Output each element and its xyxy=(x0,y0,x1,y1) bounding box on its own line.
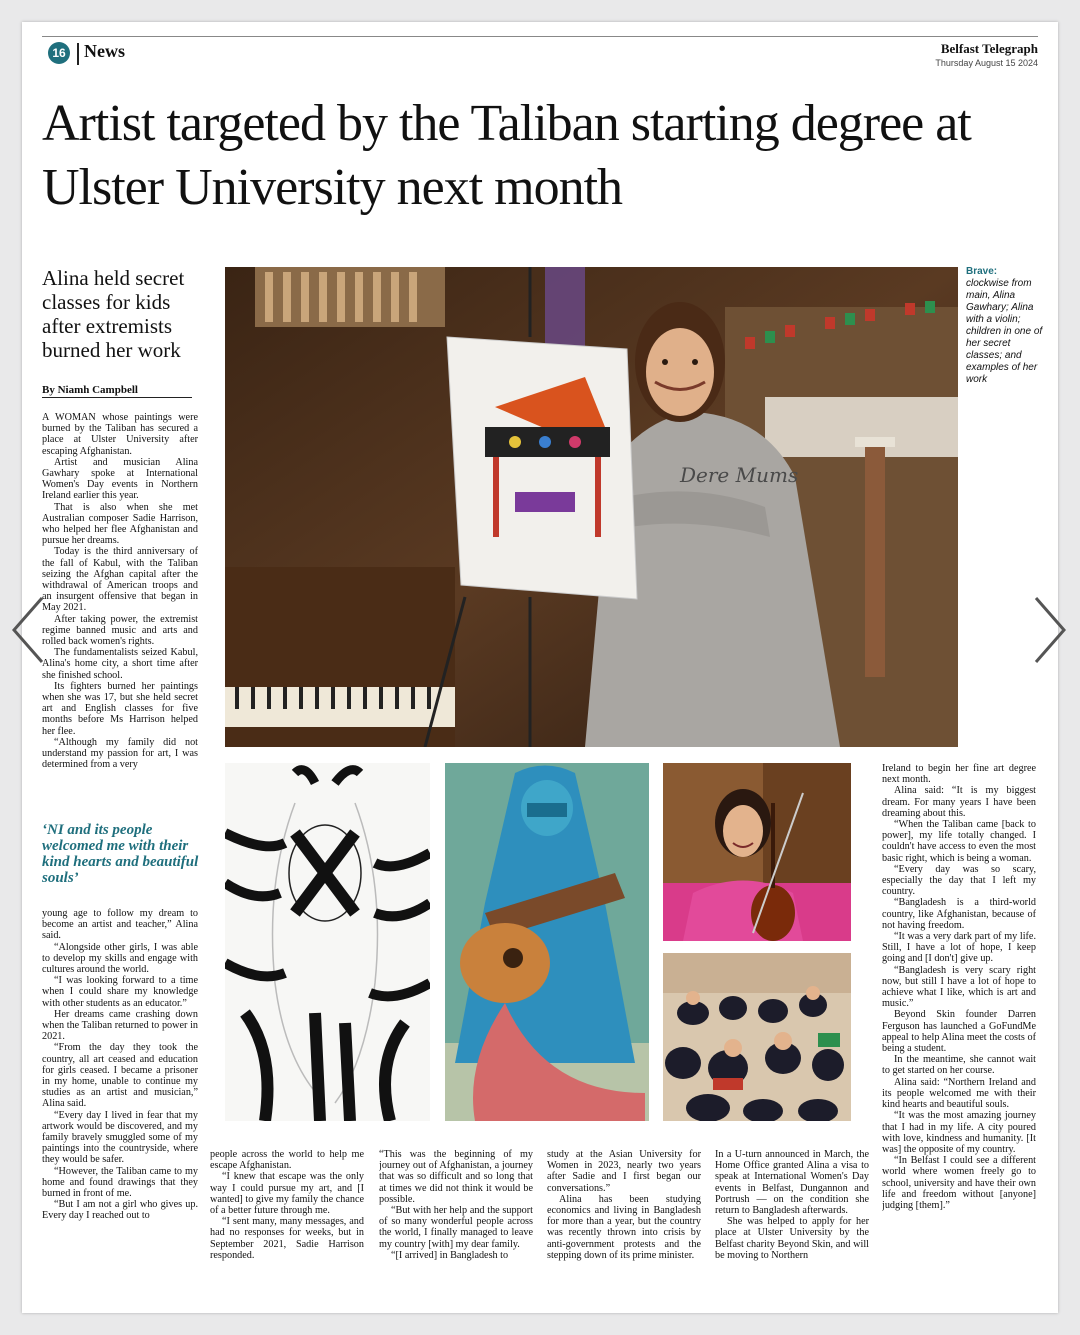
text-column-1-top xyxy=(42,412,198,820)
issue-date: Thursday August 15 2024 xyxy=(935,58,1038,68)
paragraph: “Although my family did not understand my passion for art, I was determined from a very xyxy=(42,736,198,771)
paragraph: “It was the most amazing journey that I had in my life. A city poured with love, kindness and humanity. [It was] the opposite of my country. xyxy=(882,1110,1036,1155)
text-column-4 xyxy=(547,1149,701,1287)
paragraph: After taking power, the extremist regime banned music and arts and rolled back women's rights. xyxy=(42,613,198,648)
paragraph: In the meantime, she cannot wait to get started on her course. xyxy=(882,1054,1036,1077)
paragraph: “Every day was so scary, especially the day that I left my country. xyxy=(882,863,1036,898)
paragraph: “It was a very dark part of my life. Still, I have a lot of hope, I keep going and [I don't] give up. xyxy=(882,931,1036,965)
hoodie-text: Dere Mums xyxy=(680,463,799,487)
caption-label: Brave: xyxy=(966,266,998,277)
pull-quote: ‘NI and its people welcomed me with their kind hearts and beautiful souls’ xyxy=(42,822,199,886)
paragraph: In a U-turn announced in March, the Home Office granted Alina a visa to speak at International Women's Day events in Belfast, Dungannon and Portrush — on the condition she return to Bangladesh afterwards. xyxy=(715,1149,869,1217)
paragraph: “But with her help and the support of so many wonderful people across the world, I finally managed to leave my country [with] my dear family. xyxy=(379,1205,533,1250)
paragraph: The fundamentalists seized Kabul, Alina's home city, a short time after she finished school. xyxy=(42,647,198,681)
masthead: Belfast Telegraph xyxy=(940,41,1038,56)
headline: Artist targeted by the Taliban starting degree at Ulster University next month xyxy=(42,95,971,216)
artwork-drawing xyxy=(225,763,430,1121)
main-photo xyxy=(225,267,958,747)
paragraph: “I knew that escape was the only way I could pursue my art, and [I wanted] to give my family the chance of a better future through me. xyxy=(210,1171,364,1217)
text-column-1-bottom xyxy=(42,908,198,1284)
paragraph: “From the day they took the country, all art ceased and education for girls ceased. I became a prisoner in my home, unable to continue my studies as an artist and musician,” Alina said. xyxy=(42,1042,198,1110)
paragraph: “But I am not a girl who gives up. Every day I reached out to xyxy=(42,1199,198,1222)
paragraph: “However, the Taliban came to my home and found drawings that they burned in front of me. xyxy=(42,1165,198,1200)
paragraph: Today is the third anniversary of the fall of Kabul, with the Taliban seizing the Afghan capital after the withdrawal of American troops and an insurgent offensive that began in May 2021. xyxy=(42,546,198,614)
paragraph: A WOMAN whose paintings were burned by the Taliban has secured a place at Ulster University after escaping Afghanistan. xyxy=(42,412,198,457)
text-column-3 xyxy=(379,1149,533,1287)
paragraph: Beyond Skin founder Darren Ferguson has launched a GoFundMe appeal to help Alina meet the costs of being a student. xyxy=(882,1009,1036,1055)
paragraph: Alina has been studying economics and living in Bangladesh for more than a year, but the country was recently thrown into crisis by anti-government protests and the stepping down of its prime minister. xyxy=(547,1193,701,1261)
paragraph: study at the Asian University for Women in 2023, nearly two years after Sadie and I first began our conversations.” xyxy=(547,1149,701,1194)
paragraph: That is also when she met Australian composer Sadie Harrison, who helped her flee Afghanistan and pursue her dreams. xyxy=(42,501,198,547)
byline: By Niamh Campbell xyxy=(42,384,192,398)
paragraph: “When the Taliban came [back to power], my life totally changed. I couldn't have access to even the most basic right, which is being a woman. xyxy=(882,819,1036,864)
page-number: 16 xyxy=(48,42,70,64)
violin-photo xyxy=(663,763,851,941)
standfirst: Alina held secret classes for kids after extremists burned her work xyxy=(42,266,185,362)
artwork-painting xyxy=(445,763,649,1121)
paragraph: young age to follow my dream to become an artist and teacher,” Alina said. xyxy=(42,908,198,942)
text-column-5 xyxy=(715,1149,869,1287)
paragraph: “Bangladesh is very scary right now, but still I have a lot of hope to achieve what I like, which is art and music.” xyxy=(882,964,1036,1010)
paragraph: “This was the beginning of my journey out of Afghanistan, a journey that was so difficult and so long that at times we did not think it would be possible. xyxy=(379,1149,533,1205)
paragraph: “Bangladesh is a third-world country, like Afghanistan, because of not having freedom. xyxy=(882,897,1036,931)
paragraph: “Every day I lived in fear that my artwork would be discovered, and my family bravely smuggled some of my paintings into the countryside, where they would be safer. xyxy=(42,1109,198,1166)
previous-page-arrow-icon[interactable] xyxy=(8,590,48,670)
text-column-6 xyxy=(882,763,1036,1287)
paragraph: Its fighters burned her paintings when she was 17, but she held secret art and English classes for five months before Ms Harrison helped her flee. xyxy=(42,680,198,737)
paragraph: “I sent many, many messages, and had no responses for weeks, but in September 2021, Sadie Harrison responded. xyxy=(210,1216,364,1261)
paragraph: Alina said: “Northern Ireland and its people welcomed me with their kind hearts and beautiful souls. xyxy=(882,1076,1036,1111)
paragraph: She was helped to apply for her place at Ulster University by the Belfast charity Beyond Skin, and will be moving to Northern xyxy=(715,1216,869,1261)
photo-caption xyxy=(966,266,1046,386)
page-header xyxy=(42,36,1038,89)
paragraph: Alina said: “It is my biggest dream. For many years I have been dreaming about this. xyxy=(882,785,1036,819)
paragraph: Her dreams came crashing down when the Taliban returned to power in 2021. xyxy=(42,1008,198,1043)
section-label: News xyxy=(84,41,125,61)
text-column-2 xyxy=(210,1149,364,1287)
paragraph: “In Belfast I could see a different world where women freely go to school, university and have their own life and freedom without [anyone] judging [them].” xyxy=(882,1155,1036,1211)
paragraph: “Alongside other girls, I was able to develop my skills and engage with cultures around the world. xyxy=(42,941,198,976)
paragraph: Artist and musician Alina Gawhary spoke at International Women's Day events in Northern Ireland earlier this year. xyxy=(42,456,198,502)
caption-text: clockwise from main, Alina Gawhary; Alina with a violin; children in one of her secret classes; and examples of her work xyxy=(966,278,1043,385)
header-divider xyxy=(77,43,79,65)
newspaper-page xyxy=(22,22,1058,1313)
next-page-arrow-icon[interactable] xyxy=(1030,590,1070,670)
paragraph: people across the world to help me escape Afghanistan. xyxy=(210,1149,364,1172)
secret-class-photo xyxy=(663,953,851,1121)
paragraph: “[I arrived] in Bangladesh to xyxy=(391,1249,509,1261)
paragraph: Ireland to begin her fine art degree next month. xyxy=(882,763,1036,786)
paragraph: “I was looking forward to a time when I could share my knowledge with other students as an educator.” xyxy=(42,975,198,1009)
